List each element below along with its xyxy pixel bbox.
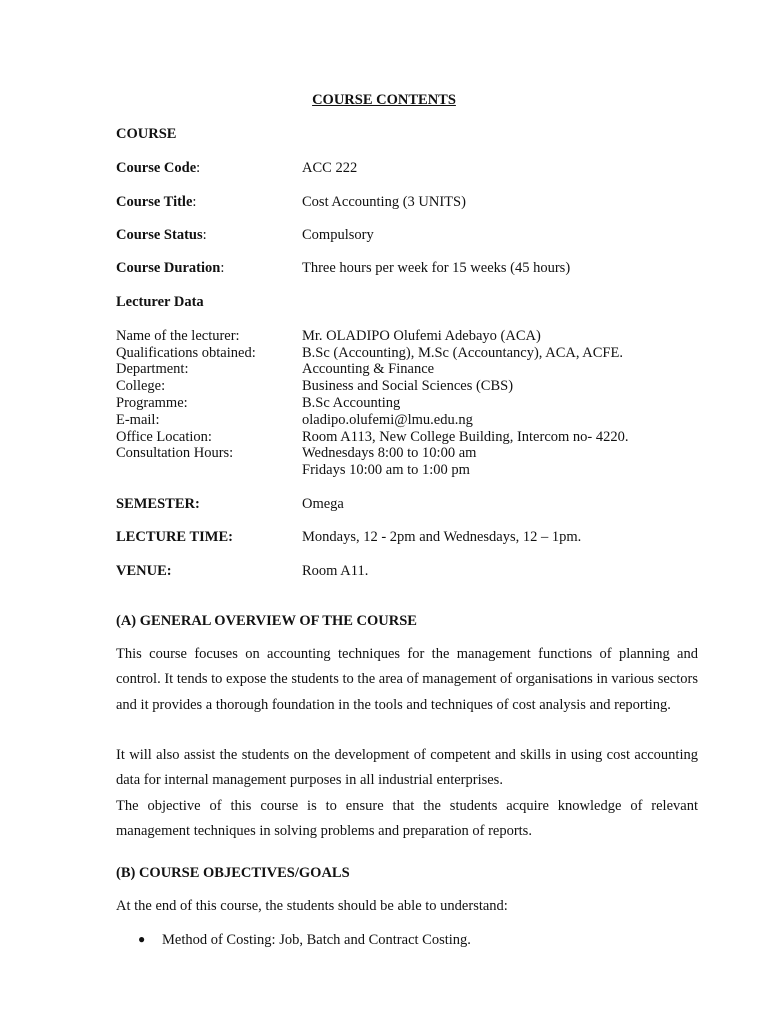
programme-label: Programme:: [116, 395, 188, 411]
lecture-time-label: LECTURE TIME:: [116, 529, 233, 545]
section-b-intro: At the end of this course, the students should be able to understand:: [116, 898, 508, 914]
semester-row: [116, 496, 706, 514]
lecturer-name-label: Name of the lecturer:: [116, 328, 240, 344]
course-duration-row: [116, 260, 706, 278]
consultation-hours-label: Consultation Hours:: [116, 445, 234, 461]
department-row: [116, 361, 706, 379]
qualifications-label: Qualifications obtained:: [116, 345, 256, 361]
course-duration-label: Course Duration:: [116, 260, 225, 276]
bullet-icon: ●: [138, 932, 146, 946]
email-row: [116, 412, 706, 430]
email-value: oladipo.olufemi@lmu.edu.ng: [302, 412, 473, 428]
course-code-value: ACC 222: [302, 160, 358, 176]
college-row: [116, 378, 706, 396]
section-a-heading: (A) GENERAL OVERVIEW OF THE COURSE: [116, 613, 417, 629]
consultation-hours-value-2: Fridays 10:00 am to 1:00 pm: [302, 462, 470, 478]
page-title: COURSE CONTENTS: [312, 92, 456, 108]
college-value: Business and Social Sciences (CBS): [302, 378, 514, 394]
course-heading: COURSE: [116, 126, 177, 142]
course-status-value: Compulsory: [302, 227, 374, 243]
programme-value: B.Sc Accounting: [302, 395, 401, 411]
section-a-paragraph-3: The objective of this course is to ensure that the students acquire knowledge of relevant management techniques in solving problems and preparation of reports.: [116, 798, 698, 840]
section-a-paragraph-1: This course focuses on accounting techniques for the management functions of planning and control. It tends to expose the students to the area of management of organisations in various sectors and it provides a thorough foundation in the tools and techniques of cost analysis and reporting.: [116, 646, 698, 713]
lecturer-name-row: [116, 328, 706, 346]
semester-value: Omega: [302, 496, 344, 512]
office-location-value: Room A113, New College Building, Intercom no- 4220.: [302, 429, 629, 445]
email-label: E-mail:: [116, 412, 160, 428]
lecturer-name-value: Mr. OLADIPO Olufemi Adebayo (ACA): [302, 328, 541, 344]
semester-label: SEMESTER:: [116, 496, 200, 512]
venue-label: VENUE:: [116, 563, 172, 579]
consultation-hours-row: [116, 445, 706, 463]
course-status-row: [116, 227, 706, 245]
course-duration-value: Three hours per week for 15 weeks (45 hours): [302, 260, 571, 276]
lecturer-heading: Lecturer Data: [116, 294, 204, 310]
department-label: Department:: [116, 361, 189, 377]
venue-value: Room A11.: [302, 563, 369, 579]
qualifications-value: B.Sc (Accounting), M.Sc (Accountancy), ACA, ACFE.: [302, 345, 623, 361]
course-code-row: [116, 160, 706, 178]
course-status-label: Course Status:: [116, 227, 207, 243]
office-location-label: Office Location:: [116, 429, 212, 445]
consultation-hours-row-2: [116, 462, 706, 480]
department-value: Accounting & Finance: [302, 361, 435, 377]
course-code-label: Course Code:: [116, 160, 201, 176]
objective-list-item: Method of Costing: Job, Batch and Contract Costing.: [162, 932, 471, 948]
programme-row: [116, 395, 706, 413]
lecture-time-row: [116, 529, 706, 547]
course-title-value: Cost Accounting (3 UNITS): [302, 194, 466, 210]
section-b-heading: (B) COURSE OBJECTIVES/GOALS: [116, 865, 350, 881]
consultation-hours-value: Wednesdays 8:00 to 10:00 am: [302, 445, 477, 461]
venue-row: [116, 563, 706, 581]
college-label: College:: [116, 378, 166, 394]
course-title-row: [116, 194, 706, 212]
section-a-paragraph-2: It will also assist the students on the development of competent and skills in using cost accounting data for internal management purposes in all industrial enterprises.: [116, 747, 698, 789]
course-title-label: Course Title:: [116, 194, 197, 210]
lecture-time-value: Mondays, 12 - 2pm and Wednesdays, 12 – 1pm.: [302, 529, 582, 545]
